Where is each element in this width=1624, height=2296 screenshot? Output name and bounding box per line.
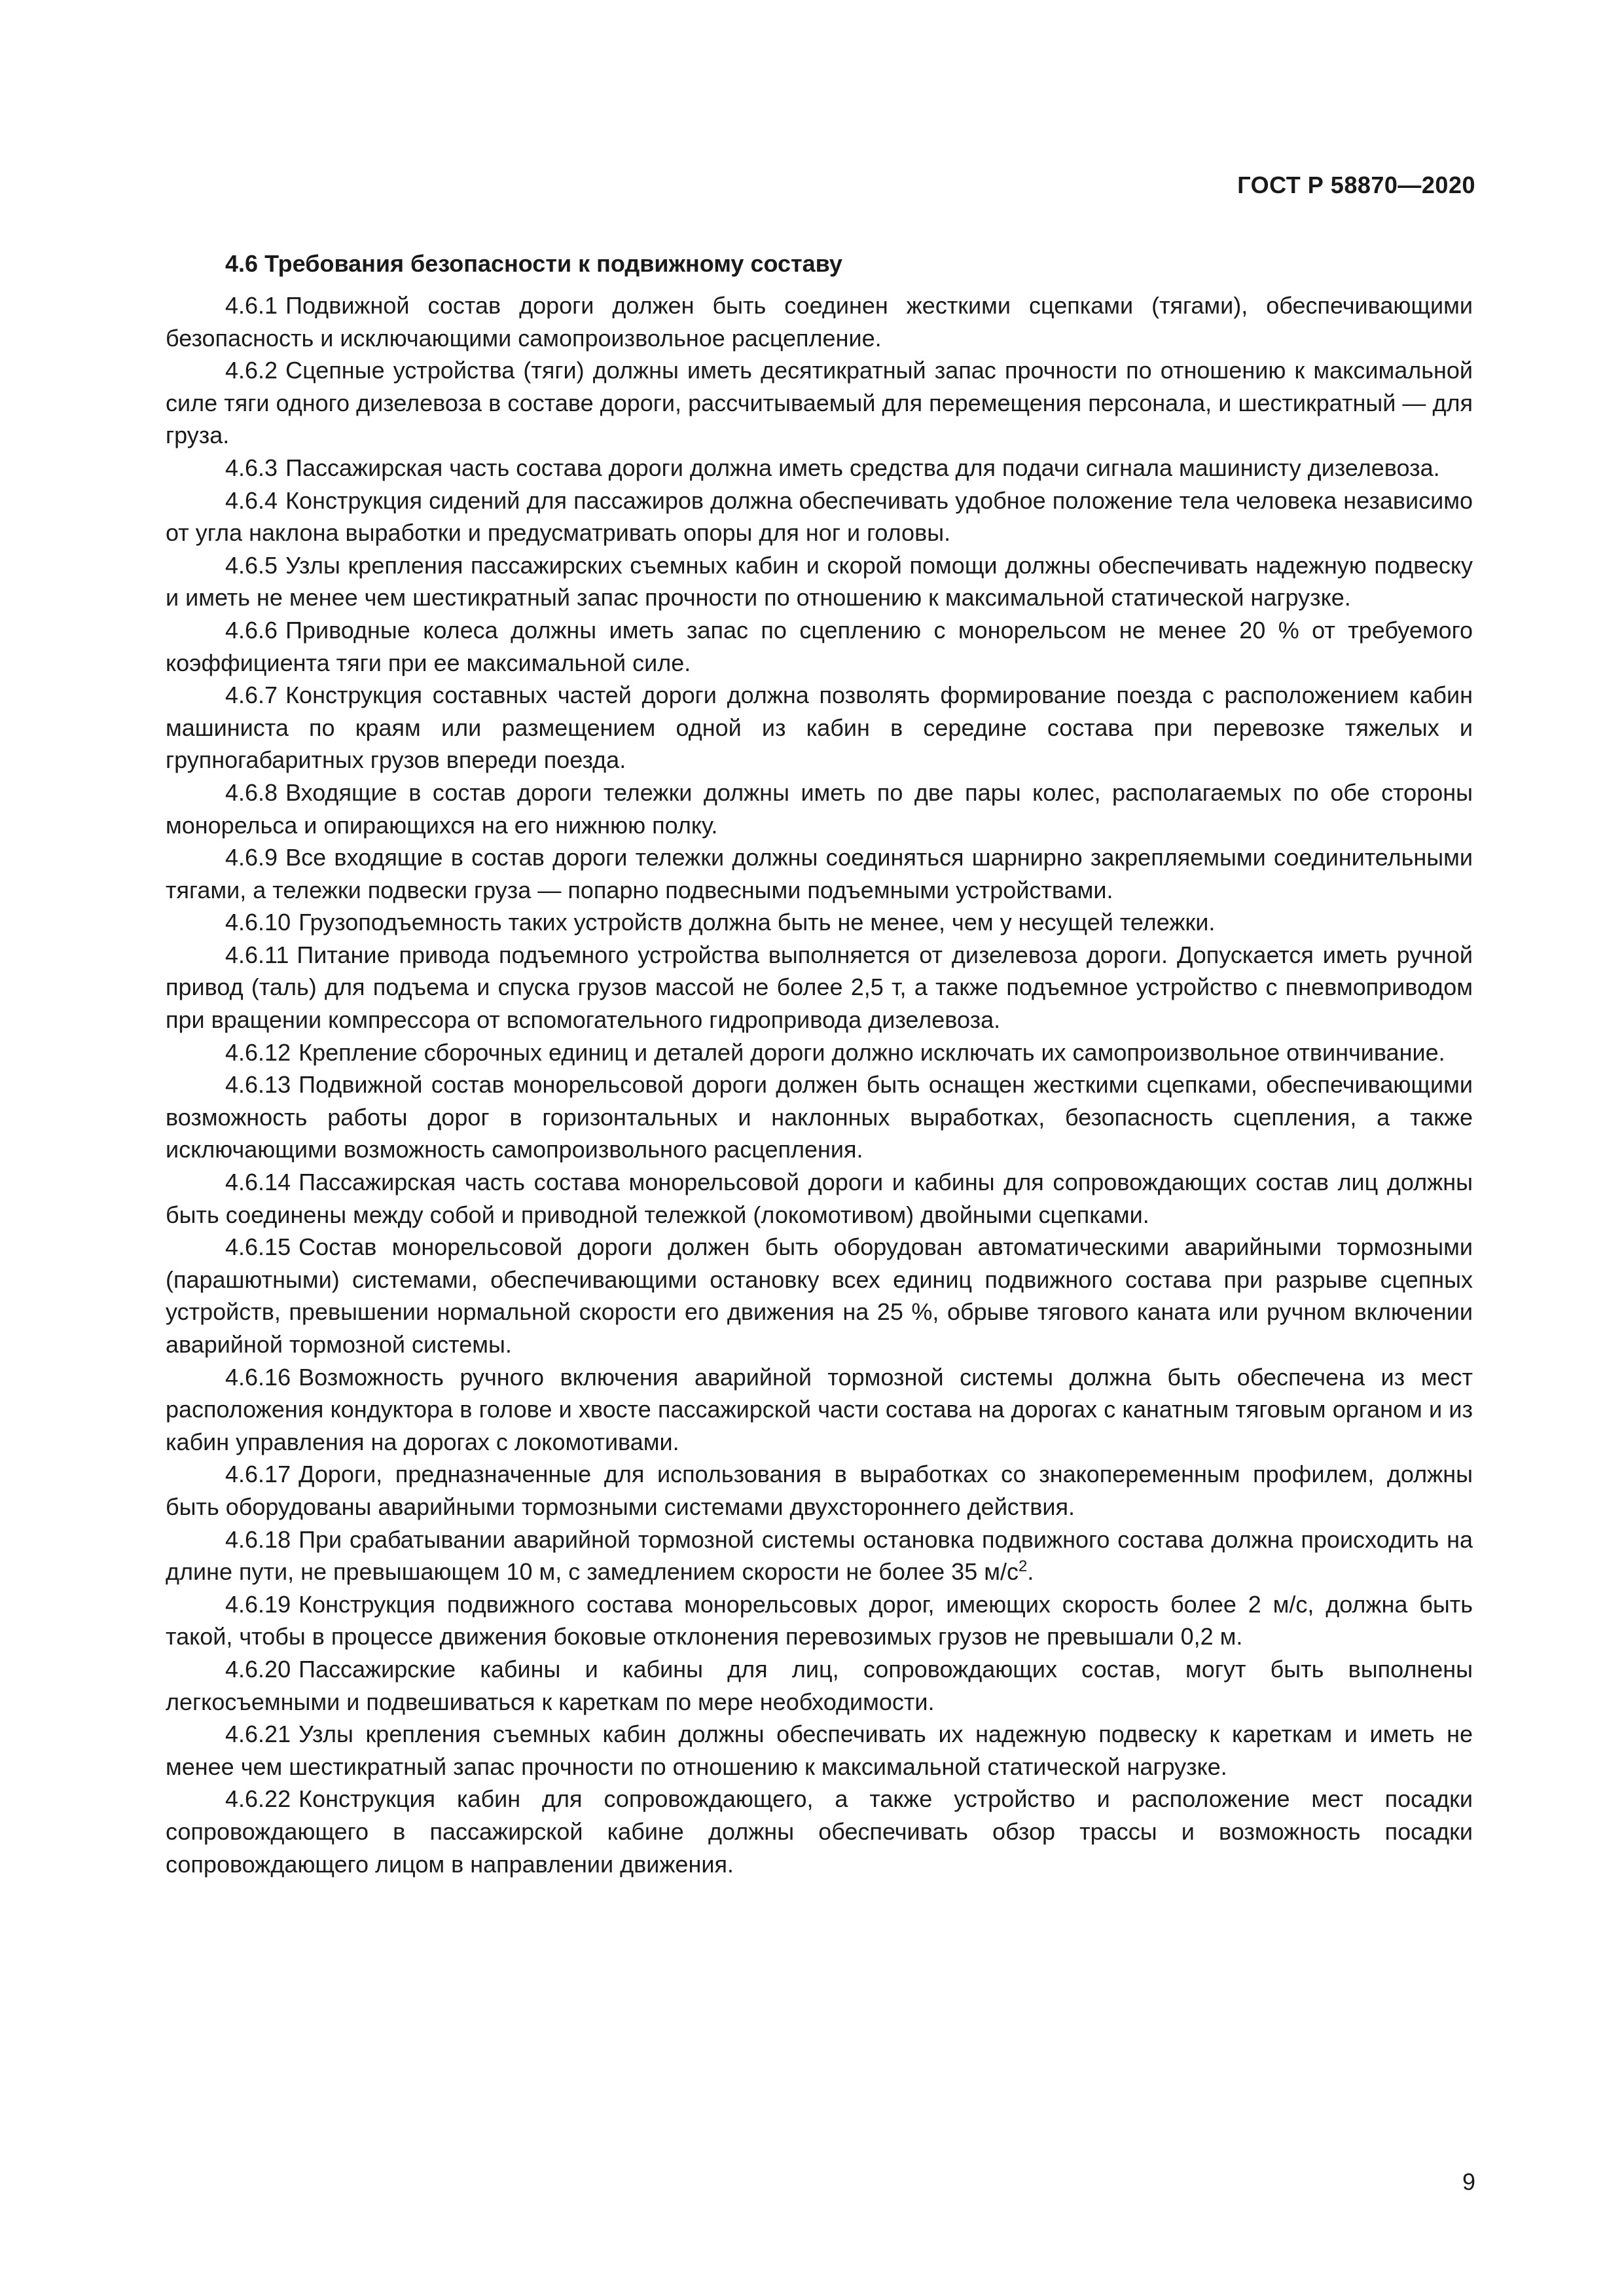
paragraph-4-6-14: 4.6.14 Пассажирская часть состава монорельсовой дороги и кабины для сопровождающих состав лиц должны быть соединены между собой и приводной тележкой (локомотивом) двойными сцепками. [166,1169,1473,1228]
paragraph-4-6-11: 4.6.11 Питание привода подъемного устройства выполняется от дизелевоза дороги. Допускается иметь ручной привод (таль) для подъема и спуска грузов массой не более 2,5 т, а также подъемное устройство с пневмоприводом при вращении компрессора от вспомогательного гидропривода дизелевоза. [166,941,1473,1034]
paragraph-4-6-19: 4.6.19 Конструкция подвижного состава монорельсовых дорог, имеющих скорость более 2 м/с, должна быть такой, чтобы в процессе движения боковые отклонения перевозимых грузов не превышали 0,2 м. [166,1590,1473,1650]
section-number: 4.6 [225,250,259,277]
paragraph-4-6-12: 4.6.12 Крепление сборочных единиц и деталей дороги должно исключать их самопроизвольное отвинчивание. [225,1038,1445,1066]
paragraph-4-6-9: 4.6.9 Все входящие в состав дороги тележки должны соединяться шарнирно закрепляемыми соединительными тягами, а тележки подвески груза — попарно подвесными подъемными устройствами. [166,844,1473,903]
superscript-2: 2 [1018,1558,1028,1576]
paragraph-4-6-18: 4.6.18 При срабатывании аварийной тормозной системы остановка подвижного состава должна происходить на длине пути, не превышающем 10 м, с замедлением скорости не более 35 $м/с^2$. [166,1525,1473,1586]
paragraph-4-6-13: 4.6.13 Подвижной состав монорельсовой дороги должен быть оснащен жесткими сцепками, обеспечивающими возможность работы дорог в горизонтальных и наклонных выработках, безопасность сцепления, а также исключающими возможность самопроизвольного расцепления. [166,1071,1473,1163]
paragraph-4-6-21: 4.6.21 Узлы крепления съемных кабин должны обеспечивать их надежную подвеску к кареткам и иметь не менее чем шестикратный запас прочности по отношению к максимальной статической нагрузке. [166,1721,1473,1780]
paragraph-4-6-5: 4.6.5 Узлы крепления пассажирских съемных кабин и скорой помощи должны обеспечивать надежную подвеску и иметь не менее чем шестикратный запас прочности по отношению к максимальной статической нагрузке. [166,551,1473,611]
paragraph-4-6-17: 4.6.17 Дороги, предназначенные для использования в выработках со знакопеременным профилем, должны быть оборудованы аварийными тормозными системами двухстороннего действия. [166,1461,1473,1520]
section-4-6 [166,247,1473,1880]
paragraph-4-6-1: 4.6.1 Подвижной состав дороги должен быть соединен жесткими сцепками (тягами), обеспечивающими безопасность и исключающими самопроизвольное расцепление. [166,292,1473,352]
paragraph-4-6-22: 4.6.22 Конструкция кабин для сопровождающего, а также устройство и расположение мест посадки сопровождающего в пассажирской кабине должны обеспечивать обзор трассы и возможность посадки сопровождающего лицом в направлении движения. [166,1785,1473,1878]
paragraph-4-6-10: 4.6.10 Грузоподъемность таких устройств должна быть не менее, чем у несущей тележки. [225,909,1216,936]
page-number: 9 [1462,2168,1475,2195]
paragraph-4-6-6: 4.6.6 Приводные колеса должны иметь запас по сцеплению с монорельсом не менее 20 % от требуемого коэффициента тяги при ее максимальной силе. [166,616,1473,676]
paragraph-4-6-4: 4.6.4 Конструкция сидений для пассажиров должна обеспечивать удобное положение тела человека независимо от угла наклона выработки и предусматривать опоры для ног и головы. [166,486,1473,547]
paragraph-4-6-3: 4.6.3 Пассажирская часть состава дороги должна иметь средства для подачи сигнала машинисту дизелевоза. [225,454,1440,481]
paragraph-4-6-2: 4.6.2 Сцепные устройства (тяги) должны иметь десятикратный запас прочности по отношению к максимальной силе тяги одного дизелевоза в составе дороги, рассчитываемый для перемещения персонала, и шестикратный — для груза. [166,357,1473,449]
paragraph-4-6-8: 4.6.8 Входящие в состав дороги тележки должны иметь по две пары колес, располагаемых по обе стороны монорельса и опирающихся на его нижнюю полку. [166,778,1473,839]
standard-designation: ГОСТ Р 58870—2020 [1237,172,1475,198]
section-title-text: Требования безопасности к подвижному составу [264,250,842,277]
paragraph-4-6-7: 4.6.7 Конструкция составных частей дороги должна позволять формирование поезда с расположением кабин машиниста по краям или размещением одной из кабин в середине состава при перевозке тяжелых и групногабаритных грузов впереди поезда. [166,682,1473,774]
paragraph-4-6-15: 4.6.15 Состав монорельсовой дороги должен быть оборудован автоматическими аварийными тормозными (парашютными) системами, обеспечивающими остановку всех единиц подвижного состава при разрыве сцепных устройств, превышении нормальной скорости его движения на 25 %, обрыве тягового каната или ручном включении аварийной тормозной системы. [166,1233,1473,1358]
section-heading [166,247,1473,280]
paragraph-4-6-20: 4.6.20 Пассажирские кабины и кабины для лиц, сопровождающих состав, могут быть выполнены легкосъемными и подвешиваться к кареткам по мере необходимости. [166,1655,1473,1715]
paragraph-4-6-16: 4.6.16 Возможность ручного включения аварийной тормозной системы должна быть обеспечена из мест расположения кондуктора в голове и хвосте пассажирской части состава на дорогах с канатным тяговым органом и из кабин управления на дорогах с локомотивами. [166,1363,1473,1455]
